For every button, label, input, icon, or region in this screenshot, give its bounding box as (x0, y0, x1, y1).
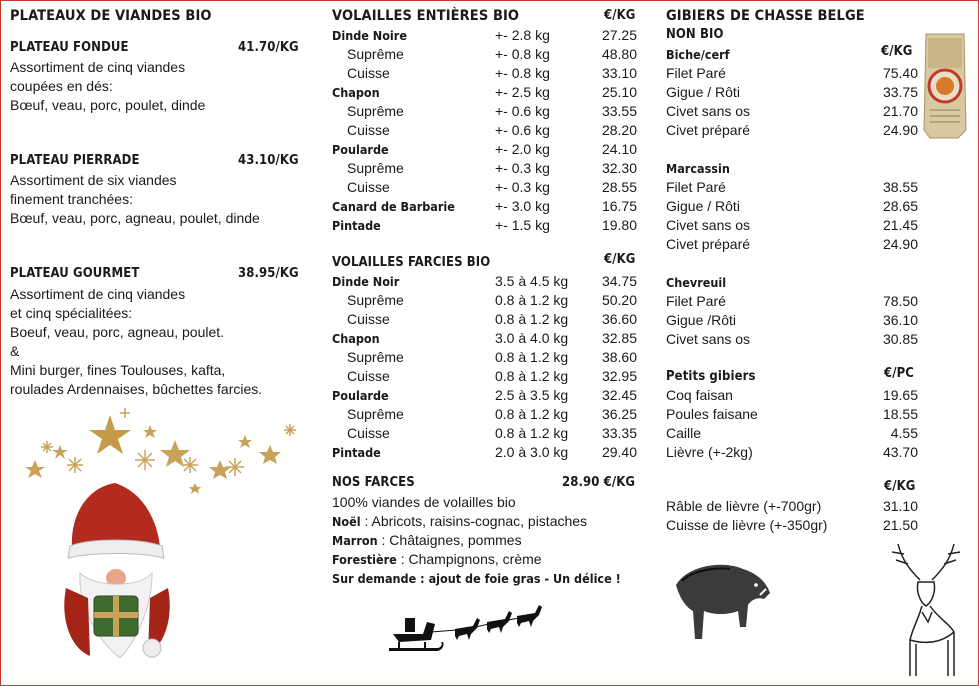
small-game-name: Lièvre (+-2kg) (666, 444, 753, 460)
poultry-weight: +- 3.0 kg (495, 198, 550, 214)
poultry-price: 34.75 (601, 273, 637, 289)
poultry-weight: 0.8 à 1.2 kg (495, 292, 569, 308)
poultry-price: 16.75 (601, 198, 637, 214)
plate-fondue-line: Bœuf, veau, porc, poulet, dinde (10, 97, 206, 113)
poultry-name: Poularde (332, 142, 389, 157)
poultry-name: Suprême (347, 46, 404, 62)
poultry-name: Pintade (332, 218, 381, 233)
poultry-weight: 0.8 à 1.2 kg (495, 425, 569, 441)
plate-gourmet-line: roulades Ardennaises, bûchettes farcies. (10, 381, 263, 397)
poultry-price: 27.25 (601, 27, 637, 43)
poultry-name: Chapon (332, 331, 380, 346)
poultry-weight: +- 0.3 kg (495, 179, 550, 195)
poultry-name: Pintade (332, 445, 381, 460)
game-cut-price: 36.10 (882, 312, 918, 328)
farces-intro: 100% viandes de volailles bio (332, 494, 516, 510)
gibiers-title: GIBIERS DE CHASSE BELGE (666, 8, 865, 24)
poultry-name: Cuisse (347, 179, 390, 195)
poultry-price: 25.10 (601, 84, 637, 100)
small-game-name: Coq faisan (666, 387, 733, 403)
game-group-name: Biche/cerf (666, 47, 730, 62)
poultry-name: Suprême (347, 160, 404, 176)
hare-cut-name: Râble de lièvre (+-700gr) (666, 498, 822, 514)
farce-name: Forestière (332, 552, 397, 567)
game-cut-price: 33.75 (882, 84, 918, 100)
game-cut-name: Civet préparé (666, 236, 751, 252)
poultry-weight: 3.0 à 4.0 kg (495, 330, 569, 346)
small-game-price: 18.55 (882, 406, 918, 422)
deer-illustration (880, 540, 975, 680)
poultry-weight: 2.5 à 3.5 kg (495, 387, 569, 403)
small-game-price: 4.55 (890, 425, 918, 441)
plate-gourmet-line: Assortiment de cinq viandes (10, 286, 186, 302)
christmas-gnome-illustration (60, 478, 180, 663)
poultry-weight: +- 0.6 kg (495, 103, 550, 119)
farce-desc: : Champignons, crème (396, 551, 542, 567)
small-game-name: Poules faisane (666, 406, 758, 422)
plate-pierrade-line: Bœuf, veau, porc, agneau, poulet, dinde (10, 210, 260, 226)
plate-pierrade-line: Assortiment de six viandes (10, 172, 177, 188)
game-group-name: Chevreuil (666, 275, 727, 290)
poultry-weight: 0.8 à 1.2 kg (495, 349, 569, 365)
game-cut-price: 24.90 (882, 236, 918, 252)
plate-fondue-line: coupées en dés: (10, 78, 113, 94)
game-cut-name: Civet sans os (666, 103, 751, 119)
poultry-name: Dinde Noir (332, 274, 400, 289)
small-game-price: 19.65 (882, 387, 918, 403)
gibiers-unit: €/KG (881, 44, 913, 59)
poultry-price: 36.60 (601, 311, 637, 327)
farces-title: NOS FARCES (332, 475, 415, 490)
poultry-weight: +- 0.8 kg (495, 46, 550, 62)
poultry-weight: 0.8 à 1.2 kg (495, 368, 569, 384)
poultry-price: 48.80 (601, 46, 637, 62)
game-cut-name: Filet Paré (666, 293, 726, 309)
poultry-weight: 2.0 à 3.0 kg (495, 444, 569, 460)
game-cut-name: Filet Paré (666, 179, 726, 195)
wild-boar-illustration (668, 555, 773, 650)
volailles-farcies-unit: €/KG (604, 252, 636, 267)
poultry-weight: +- 0.6 kg (495, 122, 550, 138)
plateaux-title: PLATEAUX DE VIANDES BIO (10, 8, 212, 24)
plate-fondue-line: Assortiment de cinq viandes (10, 59, 186, 75)
game-cut-name: Filet Paré (666, 65, 726, 81)
poultry-price: 24.10 (601, 141, 637, 157)
poultry-price: 38.60 (601, 349, 637, 365)
santa-sleigh-silhouette (385, 604, 545, 659)
volailles-farcies-title: VOLAILLES FARCIES BIO (332, 255, 491, 270)
game-cut-price: 38.55 (882, 179, 918, 195)
plate-fondue-price: 41.70/KG (238, 40, 299, 55)
poultry-weight: +- 2.0 kg (495, 141, 550, 157)
poultry-price: 50.20 (601, 292, 637, 308)
hare-cut-price: 21.50 (882, 517, 918, 533)
plate-pierrade-name: PLATEAU PIERRADE (10, 153, 140, 168)
plate-pierrade-line: finement tranchées: (10, 191, 133, 207)
poultry-name: Cuisse (347, 65, 390, 81)
poultry-name: Cuisse (347, 122, 390, 138)
poultry-price: 28.20 (601, 122, 637, 138)
game-cut-name: Gigue / Rôti (666, 84, 740, 100)
game-cut-price: 24.90 (882, 122, 918, 138)
game-cut-price: 30.85 (882, 331, 918, 347)
plate-gourmet-line: Boeuf, veau, porc, agneau, poulet. (10, 324, 225, 340)
poultry-name: Cuisse (347, 311, 390, 327)
poultry-price: 33.35 (601, 425, 637, 441)
poultry-weight: 0.8 à 1.2 kg (495, 406, 569, 422)
plate-gourmet-line: & (10, 343, 20, 359)
quality-label-badge (920, 30, 970, 142)
volailles-entieres-title: VOLAILLES ENTIÈRES BIO (332, 8, 520, 24)
plate-gourmet-line: et cinq spécialitées: (10, 305, 133, 321)
game-cut-name: Gigue / Rôti (666, 198, 740, 214)
plate-fondue-name: PLATEAU FONDUE (10, 40, 129, 55)
poultry-name: Chapon (332, 85, 380, 100)
poultry-price: 33.55 (601, 103, 637, 119)
farce-desc: : Abricots, raisins-cognac, pistaches (360, 513, 588, 529)
poultry-weight: +- 0.8 kg (495, 65, 550, 81)
poultry-name: Poularde (332, 388, 389, 403)
poultry-price: 32.95 (601, 368, 637, 384)
farce-desc: : Châtaignes, pommes (377, 532, 522, 548)
hare-cut-price: 31.10 (882, 498, 918, 514)
plate-gourmet-price: 38.95/KG (238, 266, 299, 281)
poultry-price: 32.85 (601, 330, 637, 346)
game-cut-price: 21.45 (882, 217, 918, 233)
poultry-weight: 3.5 à 4.5 kg (495, 273, 569, 289)
farce-name: Noël (332, 514, 361, 529)
poultry-name: Suprême (347, 292, 404, 308)
poultry-price: 33.10 (601, 65, 637, 81)
poultry-weight: +- 1.5 kg (495, 217, 550, 233)
poultry-price: 32.45 (601, 387, 637, 403)
game-cut-name: Civet préparé (666, 122, 751, 138)
farces-note: Sur demande : ajout de foie gras - Un délice ! (332, 571, 621, 586)
poultry-name: Suprême (347, 103, 404, 119)
poultry-price: 19.80 (601, 217, 637, 233)
game-cut-price: 28.65 (882, 198, 918, 214)
poultry-weight: +- 2.5 kg (495, 84, 550, 100)
small-game-name: Caille (666, 425, 702, 441)
poultry-price: 29.40 (601, 444, 637, 460)
gibiers-subtitle: NON BIO (666, 27, 724, 42)
small-game-price: 43.70 (882, 444, 918, 460)
farce-item (332, 512, 587, 531)
plate-pierrade-price: 43.10/KG (238, 153, 299, 168)
farce-item (332, 531, 522, 550)
volailles-entieres-unit: €/KG (604, 8, 636, 23)
poultry-name: Suprême (347, 406, 404, 422)
poultry-name: Dinde Noire (332, 28, 407, 43)
poultry-price: 36.25 (601, 406, 637, 422)
petits-gibiers-unit: €/PC (884, 366, 914, 381)
poultry-name: Suprême (347, 349, 404, 365)
plate-gourmet-name: PLATEAU GOURMET (10, 266, 140, 281)
game-cut-name: Civet sans os (666, 217, 751, 233)
poultry-weight: +- 0.3 kg (495, 160, 550, 176)
poultry-name: Canard de Barbarie (332, 199, 455, 214)
poultry-price: 32.30 (601, 160, 637, 176)
game-group-name: Marcassin (666, 161, 730, 176)
plate-gourmet-line: Mini burger, fines Toulouses, kafta, (10, 362, 226, 378)
poultry-weight: +- 2.8 kg (495, 27, 550, 43)
game-cut-name: Gigue /Rôti (666, 312, 737, 328)
game-cut-name: Civet sans os (666, 331, 751, 347)
farce-name: Marron (332, 533, 378, 548)
game-cut-price: 78.50 (882, 293, 918, 309)
game-cut-price: 21.70 (882, 103, 918, 119)
poultry-name: Cuisse (347, 368, 390, 384)
poultry-weight: 0.8 à 1.2 kg (495, 311, 569, 327)
farce-item (332, 550, 542, 569)
farces-price: 28.90 €/KG (562, 475, 636, 490)
hare-cut-name: Cuisse de lièvre (+-350gr) (666, 517, 828, 533)
game-cut-price: 75.40 (882, 65, 918, 81)
poultry-price: 28.55 (601, 179, 637, 195)
lievre-unit: €/KG (884, 479, 916, 494)
poultry-name: Cuisse (347, 425, 390, 441)
petits-gibiers-title: Petits gibiers (666, 369, 756, 384)
